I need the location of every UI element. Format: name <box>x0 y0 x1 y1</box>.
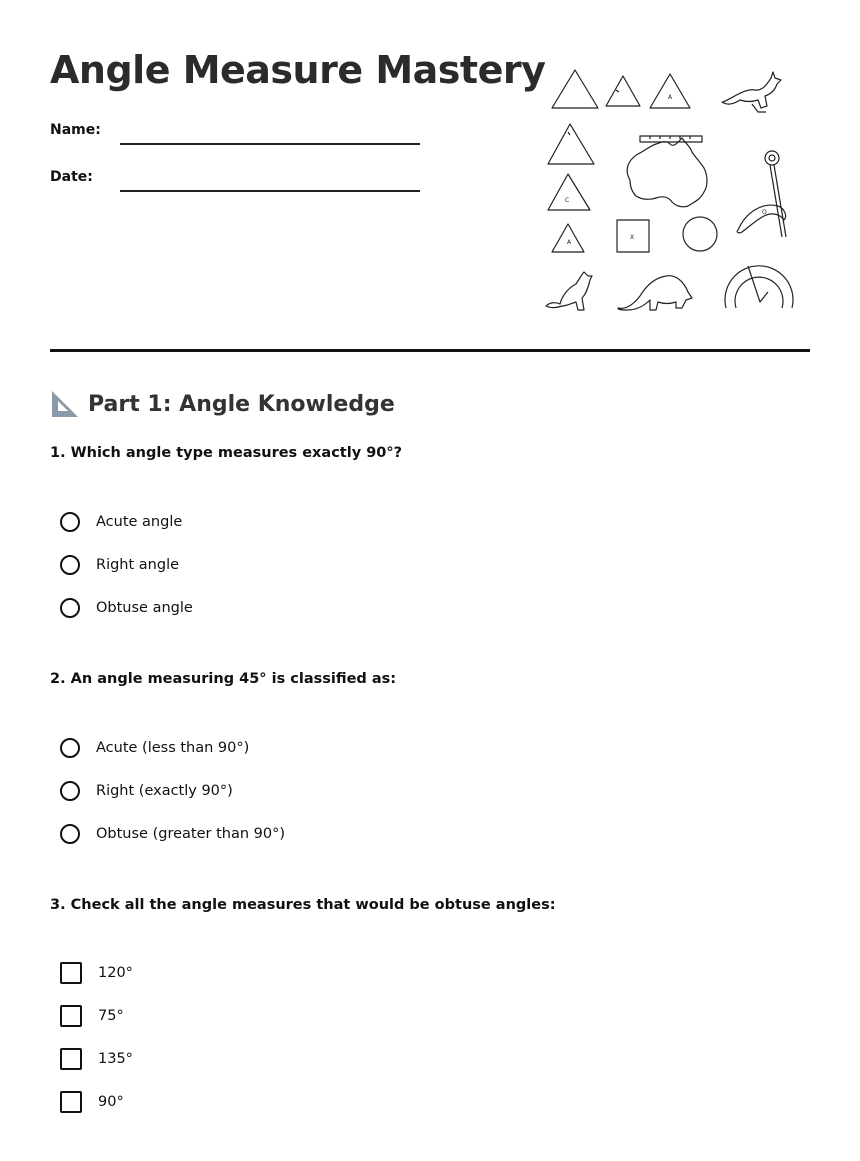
set-square-icon <box>50 389 80 419</box>
kangaroo-icon <box>722 72 781 112</box>
date-field[interactable] <box>120 190 420 192</box>
option-label: Obtuse (greater than 90°) <box>96 826 285 842</box>
q1-option-right[interactable] <box>60 552 179 578</box>
checkbox[interactable] <box>60 1091 82 1113</box>
question-3: 3. Check all the angle measures that would be obtuse angles: <box>50 897 556 913</box>
circle-icon <box>683 217 717 251</box>
lighthouse-icon <box>765 151 786 237</box>
option-label: Obtuse angle <box>96 600 193 616</box>
svg-text:X: X <box>630 234 635 241</box>
option-label: Right (exactly 90°) <box>96 783 233 799</box>
question-1: 1. Which angle type measures exactly 90°? <box>50 445 403 461</box>
q3-option-135[interactable] <box>60 1046 133 1072</box>
triangle-icon <box>606 76 640 106</box>
q3-option-75[interactable] <box>60 1003 124 1029</box>
radio-button[interactable] <box>60 555 80 575</box>
q2-option-acute[interactable] <box>60 735 249 761</box>
svg-text:O: O <box>762 209 767 216</box>
triangle-icon <box>552 224 584 252</box>
question-2: 2. An angle measuring 45° is classified as: <box>50 671 397 687</box>
option-label: 75° <box>98 1008 124 1024</box>
option-label: Acute (less than 90°) <box>96 740 250 756</box>
section-title: Part 1: Angle Knowledge <box>88 391 395 417</box>
name-field[interactable] <box>120 143 420 145</box>
radio-button[interactable] <box>60 824 80 844</box>
worksheet-title: Angle Measure Mastery <box>50 48 546 92</box>
checkbox[interactable] <box>60 1005 82 1027</box>
ruler-icon <box>640 136 702 142</box>
q3-option-120[interactable] <box>60 960 133 986</box>
option-label: Right angle <box>96 557 180 573</box>
wombat-icon <box>618 276 692 310</box>
kangaroo-icon <box>546 272 592 310</box>
triangle-icon <box>650 74 690 108</box>
triangle-icon <box>548 124 594 164</box>
name-label: Name: <box>50 122 101 138</box>
triangle-icon <box>552 70 598 108</box>
checkbox[interactable] <box>60 962 82 984</box>
radio-button[interactable] <box>60 738 80 758</box>
radio-button[interactable] <box>60 512 80 532</box>
q1-option-acute[interactable] <box>60 509 182 535</box>
q3-option-90[interactable] <box>60 1089 124 1115</box>
svg-text:C: C <box>565 197 570 204</box>
option-label: 90° <box>98 1094 124 1110</box>
option-label: 135° <box>98 1051 133 1067</box>
option-label: Acute angle <box>96 514 183 530</box>
radio-button[interactable] <box>60 781 80 801</box>
q2-option-right[interactable] <box>60 778 233 804</box>
option-label: 120° <box>98 965 133 981</box>
triangle-icon <box>548 174 590 210</box>
svg-text:A: A <box>567 239 572 246</box>
q1-option-obtuse[interactable] <box>60 595 193 621</box>
australia-map-icon <box>627 138 707 207</box>
protractor-icon <box>725 266 793 308</box>
section-divider <box>50 349 810 352</box>
date-label: Date: <box>50 169 93 185</box>
q2-option-obtuse[interactable] <box>60 821 285 847</box>
square-icon <box>617 220 649 252</box>
checkbox[interactable] <box>60 1048 82 1070</box>
radio-button[interactable] <box>60 598 80 618</box>
geometry-clipart <box>540 62 810 322</box>
svg-text:A: A <box>668 94 673 101</box>
section-header <box>50 386 395 422</box>
boomerang-icon <box>737 205 785 233</box>
